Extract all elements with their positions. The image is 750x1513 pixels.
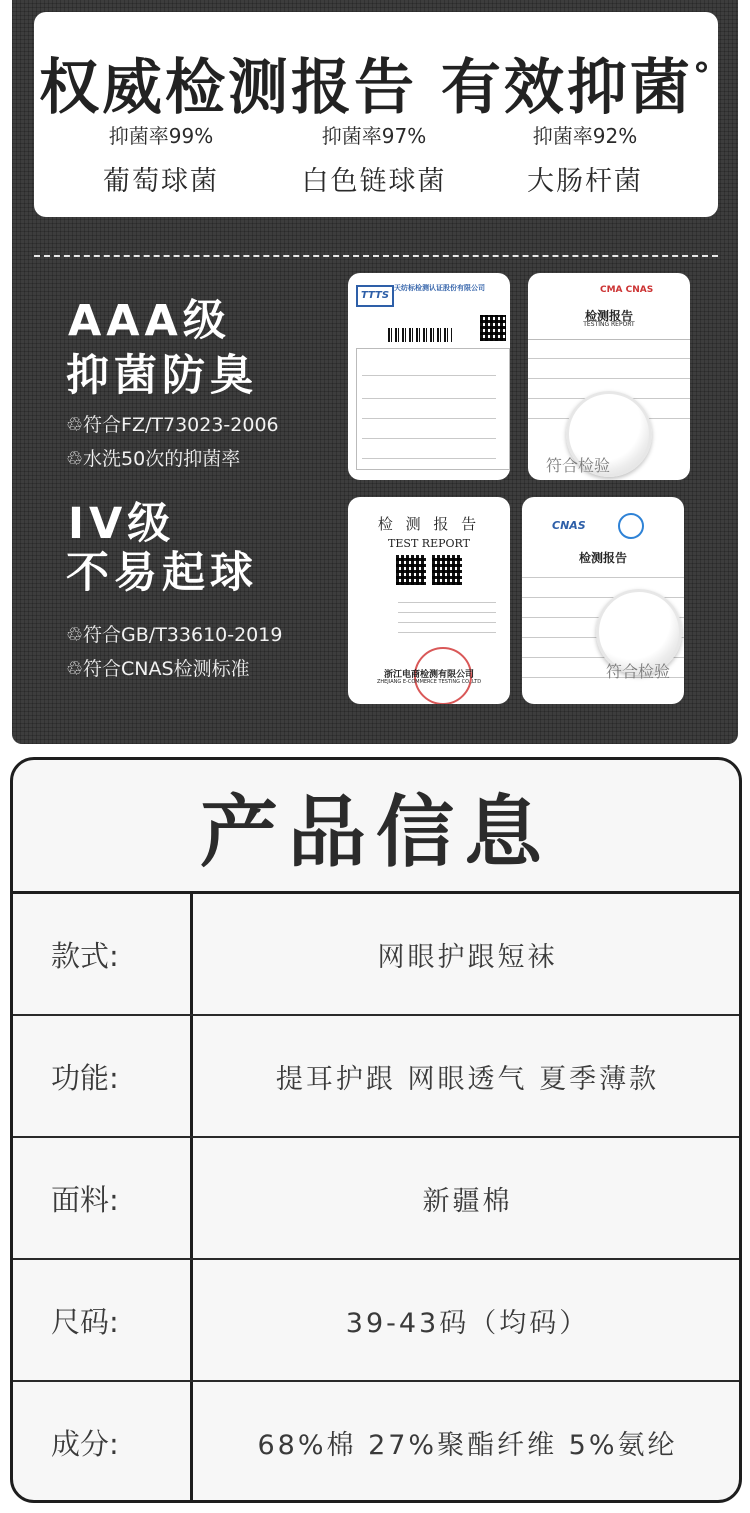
certificate-image-cma (528, 273, 690, 480)
row-value: 网眼护跟短袜 (377, 941, 558, 973)
report-table (356, 348, 510, 470)
certificate-title: 检 测 报 告 (377, 515, 481, 533)
table-row (13, 1016, 739, 1138)
feature-note: ♲符合FZ/T73023-2006 (66, 414, 279, 436)
headline-card (34, 12, 718, 217)
feature-note: ♲水洗50次的抑菌率 (66, 448, 241, 470)
qr-code (480, 315, 506, 341)
certificate-image-cnas (522, 497, 684, 704)
feature-note: ♲符合CNAS检测标准 (66, 658, 250, 680)
feature-grade-antibacterial: AAA级 (68, 296, 231, 346)
stat-rate: 抑菌率99% (108, 124, 214, 148)
stat-staphylococcus (61, 120, 261, 198)
stat-bacteria: 大肠杆菌 (527, 166, 643, 197)
stat-bacteria: 葡萄球菌 (103, 166, 219, 197)
stat-streptococcus (274, 120, 474, 198)
certificate-image-test-report (348, 497, 510, 704)
row-value: 提耳护跟 网眼透气 夏季薄款 (275, 1063, 660, 1095)
feature-grade-pilling: IV级 (68, 499, 176, 549)
row-key: 功能: (13, 1016, 193, 1136)
stat-rate: 抑菌率92% (532, 124, 638, 148)
cma-logo: CMA CNAS (600, 285, 654, 295)
product-info-table (13, 891, 739, 1502)
certificate-title: 检测报告 (584, 309, 633, 323)
stat-e-coli (485, 120, 685, 198)
row-value: 68%棉 27%聚酯纤维 5%氨纶 (257, 1429, 678, 1461)
feature-name-pilling: 不易起球 (66, 548, 258, 598)
certificate-footer-sub: ZHEJIANG E-COMMERCE TESTING CO.,LTD (376, 679, 482, 685)
dashed-divider (34, 255, 718, 257)
lens-label: 符合检验 (606, 662, 671, 681)
certificate-subtitle: TESTING REPORT (583, 321, 635, 328)
row-key: 面料: (13, 1138, 193, 1258)
table-row (13, 1382, 739, 1502)
certificate-subtitle: TEST REPORT (388, 537, 470, 550)
certificate-image-ttts (348, 273, 510, 480)
table-row (13, 894, 739, 1016)
feature-name-antibacterial: 抑菌防臭 (66, 351, 258, 401)
ttts-logo: TTTS (356, 285, 394, 307)
certificate-footer: 浙江电商检测有限公司 (383, 670, 474, 680)
qr-code (396, 555, 426, 585)
cnas-logo: CNAS (552, 519, 586, 532)
stat-rate: 抑菌率97% (321, 124, 427, 148)
feature-note: ♲符合GB/T33610-2019 (66, 624, 283, 646)
qr-code (432, 555, 462, 585)
row-key: 成分: (13, 1382, 193, 1502)
lens-label: 符合检验 (546, 456, 611, 475)
barcode (388, 328, 452, 342)
table-row (13, 1260, 739, 1382)
stat-bacteria: 白色链球菌 (301, 166, 447, 197)
certificate-org: 天纺标检测认证股份有限公司 (394, 284, 485, 292)
row-key: 款式: (13, 894, 193, 1014)
row-value: 新疆棉 (422, 1185, 513, 1217)
badge-icon (618, 513, 644, 539)
headline-title: 权威检测报告 有效抑菌° (39, 53, 713, 123)
certificate-title: 检测报告 (578, 551, 627, 565)
row-key: 尺码: (13, 1260, 193, 1380)
product-info-title: 产品信息 (199, 787, 552, 878)
table-row (13, 1138, 739, 1260)
product-info-card (10, 757, 742, 1503)
row-value: 39-43码（均码） (345, 1307, 590, 1339)
